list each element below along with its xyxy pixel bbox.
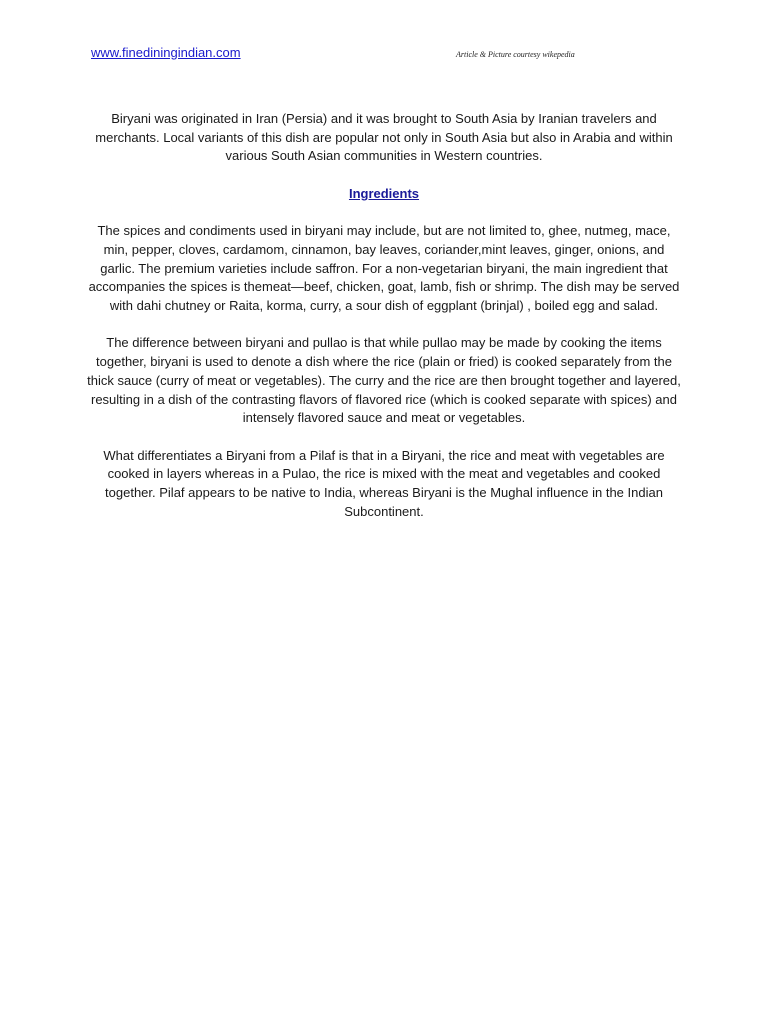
pilaf-paragraph: What differentiates a Biryani from a Pilaf is that in a Biryani, the rice and meat with vegetables are cooked in layers whereas in a Pulao, the rice is mixed with the meat and vegetables and cooked together. Pilaf appears to be native to India, whereas Biryani is the Mughal influence in the Indian Subcontinent. xyxy=(103,447,665,519)
ingredients-heading: Ingredients xyxy=(348,185,420,201)
difference-paragraph: The difference between biryani and pullao is that while pullao may be made by cooking the items together, biryani is used to denote a dish where the rice (plain or fried) is cooked separately from the thick sauce (curry of meat or vegetables). The curry and the rice are then brought together and layered, resulting in a dish of the contrasting flavors of flavored rice (which is cooked separate with spices) and intensely flavored sauce and meat or vegetables. xyxy=(87,335,681,426)
intro-paragraph: Biryani was originated in Iran (Persia) and it was brought to South Asia by Iranian travelers and merchants. Local variants of this dish are popular not only in South Asia but also in Arabia and within various South Asian communities in Western countries. xyxy=(95,111,673,164)
ingredients-paragraph: The spices and condiments used in biryani may include, but are not limited to, ghee, nutmeg, mace, min, pepper, cloves, cardamom, cinnamon, bay leaves, coriander,mint leaves, ginger, onions, and garlic. The premium varieties include saffron. For a non-vegetarian biryani, the main ingredient that accompanies the spices is themeat—beef, chicken, goat, lamb, fish or shrimp. The dish may be served with dahi chutney or Raita, korma, curry, a sour dish of eggplant (brinjal) , boiled egg and salad. xyxy=(88,223,680,313)
site-link[interactable]: www.finediningindian.com xyxy=(91,45,241,60)
credit-note: Article & Picture courtesy wikepedia xyxy=(456,50,575,59)
article-body xyxy=(86,110,682,540)
